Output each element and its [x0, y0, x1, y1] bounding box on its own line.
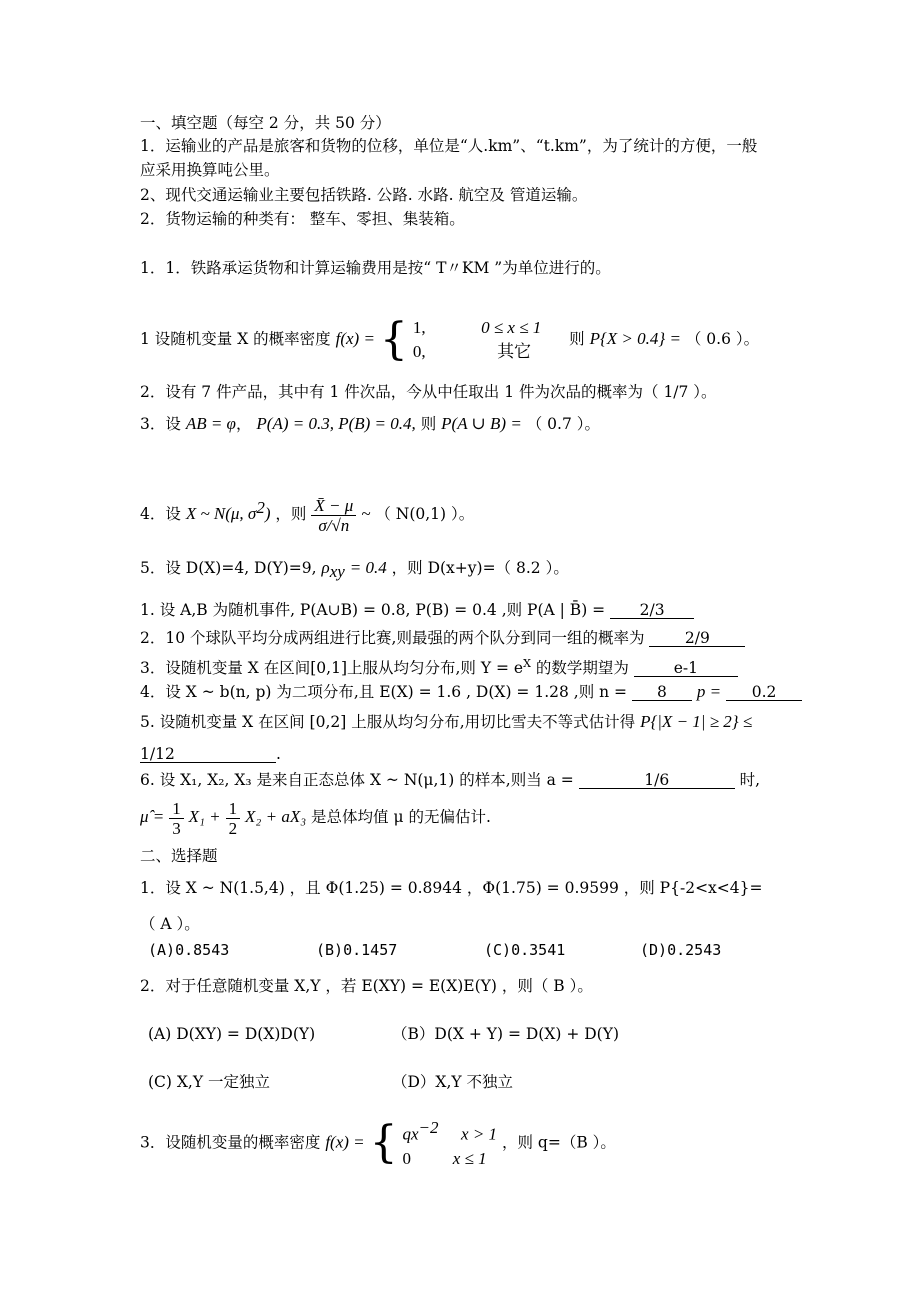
fraction-denominator: σ/√n — [318, 515, 350, 535]
prob-5-answer: ，则 D(x+y)=（ 8.2 ）。 — [391, 559, 569, 577]
estimator-x1: X₁ + — [188, 807, 221, 826]
prob-5-value: = 0.4 — [349, 558, 387, 577]
blank-q5-end: . — [276, 745, 281, 763]
q3-text: 2．货物运输的种类有： 整车、零担、集装箱。 — [140, 210, 465, 228]
prob-3-prefix: 3．设 — [140, 415, 181, 433]
choice-3 — [140, 1116, 616, 1171]
blank-q4 — [140, 682, 802, 702]
prob-3-expr1: AB = φ — [185, 414, 236, 433]
prob-5 — [140, 558, 569, 582]
prob-2: 2．设有 7 件产品，其中有 1 件次品，今从中任取出 1 件为次品的概率为（ 1/7 ）。 — [140, 383, 717, 401]
blank-q5-text: 5. 设随机变量 X 在区间 [0,2] 上服从均匀分布,用切比雪夫不等式估计得 — [140, 713, 636, 731]
estimator-frac1 — [169, 799, 184, 838]
choice-1-option-b: (B)0.1457 — [316, 941, 398, 959]
prob-4-expr: X ~ N(μ, σ — [185, 504, 257, 524]
q1-text: 1．运输业的产品是旅客和货物的位移，单位是“人.km”、“t.km”，为了统计的方便，一般 — [140, 137, 758, 155]
case2-value: 0, — [412, 342, 426, 361]
blank-q3-sup: X — [523, 657, 531, 670]
brace-symbol: { — [379, 314, 408, 365]
blank-q4-answer-p: 0.2 — [726, 684, 802, 701]
blank-q1-answer: 2/3 — [610, 602, 694, 619]
choice-2-option-b: （B）D(X + Y) = D(X) + D(Y) — [392, 1025, 620, 1043]
prob-3-expr3: P(A ∪ B) = — [441, 414, 522, 433]
blank-q5-line2 — [140, 744, 281, 764]
section2-title: 二、选择题 — [140, 847, 218, 865]
blank-q3 — [140, 654, 738, 678]
blank-q4-mid: p = — [696, 682, 722, 701]
prob-4 — [140, 486, 474, 536]
choice-1-option-a: (A)0.8543 — [148, 941, 230, 959]
choice-3-answer: ，则 q=（B ）。 — [502, 1133, 616, 1152]
prob-4-fraction — [311, 496, 356, 535]
blank-q2 — [140, 628, 745, 648]
blank-q6-text: 6. 设 X₁, X₂, X₃ 是来自正态总体 X ~ N(μ,1) 的样本,则当 a = — [140, 771, 574, 789]
blank-q6 — [140, 770, 760, 790]
prob-4-close: ) — [264, 504, 271, 524]
choice-3-prefix: 3．设随机变量的概率密度 — [140, 1133, 321, 1152]
frac2-num: 1 — [226, 799, 241, 819]
blank-q3-answer: e-1 — [634, 660, 738, 677]
frac2-den: 2 — [228, 818, 238, 838]
choice-1-option-d: (D)0.2543 — [640, 941, 722, 959]
choice-2-option-a: (A) D(XY) = D(X)D(Y) — [148, 1025, 316, 1043]
c3-case2-value: 0 — [402, 1148, 411, 1168]
blank-q1-text: 1. 设 A,B 为随机事件, P(A∪B) = 0.8, P(B) = 0.4 ,则 P(A | B̄) = — [140, 601, 606, 619]
case1-condition: 0 ≤ x ≤ 1 — [481, 318, 542, 337]
c3-case1-sup: −2 — [418, 1118, 439, 1137]
prob-3: 3．设 AB = φ， P(A) = 0.3, P(B) = 0.4, 则 P(A ∪ B) = （ 0.7 ）。 — [140, 414, 601, 433]
choice-1: 1．设 X ~ N(1.5,4) ，且 Φ(1.25) = 0.8944 ，Φ(1.75) = 0.9599 ，则 P{-2<x<4}= — [140, 879, 763, 897]
blank-q5-answer: 1/12 — [140, 746, 276, 763]
prob-4-answer: （ N(0,1) ）。 — [375, 505, 475, 524]
frac1-den: 3 — [172, 818, 181, 838]
blank-q2-text: 2．10 个球队平均分成两组进行比赛,则最强的两个队分到同一组的概率为 — [140, 629, 645, 647]
blank-q4-text: 4．设 X ~ b(n, p) 为二项分布,且 E(X) = 1.6 , D(X) = 1.28 ,则 n = — [140, 683, 628, 701]
blank-q3-text2: 的数学期望为 — [530, 659, 629, 678]
prob-3-answer: （ 0.7 ）。 — [526, 415, 601, 433]
blank-q5-expr: P{|X − 1| ≥ 2} ≤ — [640, 712, 753, 731]
choice-1-answer: （ A ）。 — [140, 915, 200, 933]
blank-q6-estimator — [140, 796, 491, 838]
prob-4-then: ，则 — [275, 505, 307, 524]
q1-text-continued: 应采用换算吨公里。 — [140, 161, 280, 179]
case2-condition: 其它 — [497, 342, 532, 361]
choice-2: 2．对于任意随机变量 X,Y ，若 E(XY) = E(X)E(Y) ，则（ B ）。 — [140, 977, 593, 995]
prob-3-expr2: P(A) = 0.3, P(B) = 0.4, — [256, 414, 416, 433]
blank-q6-answer: 1/6 — [579, 772, 735, 789]
choice-3-fx: f(x) = — [325, 1132, 365, 1152]
prob-4-tilde: ~ — [361, 504, 371, 524]
estimator-tail: 是总体均值 μ 的无偏估计. — [311, 808, 491, 826]
prob-1 — [140, 314, 759, 364]
choice-2-option-c: (C) X,Y 一定独立 — [148, 1073, 271, 1091]
estimator-x2: X₂ + aX₃ — [245, 807, 307, 826]
blank-q3-text: 3．设随机变量 X 在区间[0,1]上服从均匀分布,则 Y = e — [140, 659, 524, 678]
c3-case1-condition: x > 1 — [461, 1124, 498, 1144]
blank-q1 — [140, 600, 694, 620]
rho-symbol: ρ — [321, 558, 330, 577]
blank-q6-end: 时, — [739, 771, 761, 789]
prob-5-prefix: 5．设 D(X)=4, D(Y)=9, — [140, 559, 317, 577]
estimator-lhs: μ̂ = — [140, 807, 165, 826]
frac1-num: 1 — [169, 799, 184, 819]
choice-1-option-c: (C)0.3541 — [484, 941, 566, 959]
piecewise-cases — [413, 316, 541, 364]
estimator-frac2 — [226, 799, 241, 838]
blank-q2-answer: 2/9 — [649, 630, 745, 647]
section1-title: 一、填空题（每空 2 分，共 50 分） — [140, 114, 391, 132]
prob-1-expr: P{X > 0.4} = — [589, 329, 681, 348]
prob-1-answer: （ 0.6 ）。 — [685, 330, 760, 348]
c3-case1-value: qx — [402, 1124, 419, 1144]
choice-2-option-d: （D）X,Y 不独立 — [392, 1073, 514, 1091]
prob-4-prefix: 4．设 — [140, 505, 181, 524]
blank-q5 — [140, 712, 752, 732]
brace-symbol: { — [369, 1117, 398, 1169]
blank-q4-answer-n: 8 — [632, 684, 692, 701]
prob-1-fx: f(x) = — [335, 329, 375, 348]
c3-case2-condition: x ≤ 1 — [452, 1148, 487, 1168]
q2-text: 2、现代交通运输业主要包括铁路. 公路. 水路. 航空及 管道运输。 — [140, 186, 588, 204]
rho-subscript: xy — [329, 562, 345, 582]
prob-1-prefix: 1 设随机变量 X 的概率密度 — [140, 330, 331, 348]
prob-1-then: 则 — [569, 330, 585, 348]
choice-3-cases — [403, 1116, 498, 1171]
q4-text: 1．1．铁路承运货物和计算运输费用是按“ T〃KM ”为单位进行的。 — [140, 259, 611, 277]
prob-4-sup: 2 — [256, 498, 265, 517]
prob-3-then: 则 — [420, 415, 437, 433]
case1-value: 1, — [412, 318, 426, 337]
fraction-numerator: X̄ − μ — [311, 496, 356, 516]
